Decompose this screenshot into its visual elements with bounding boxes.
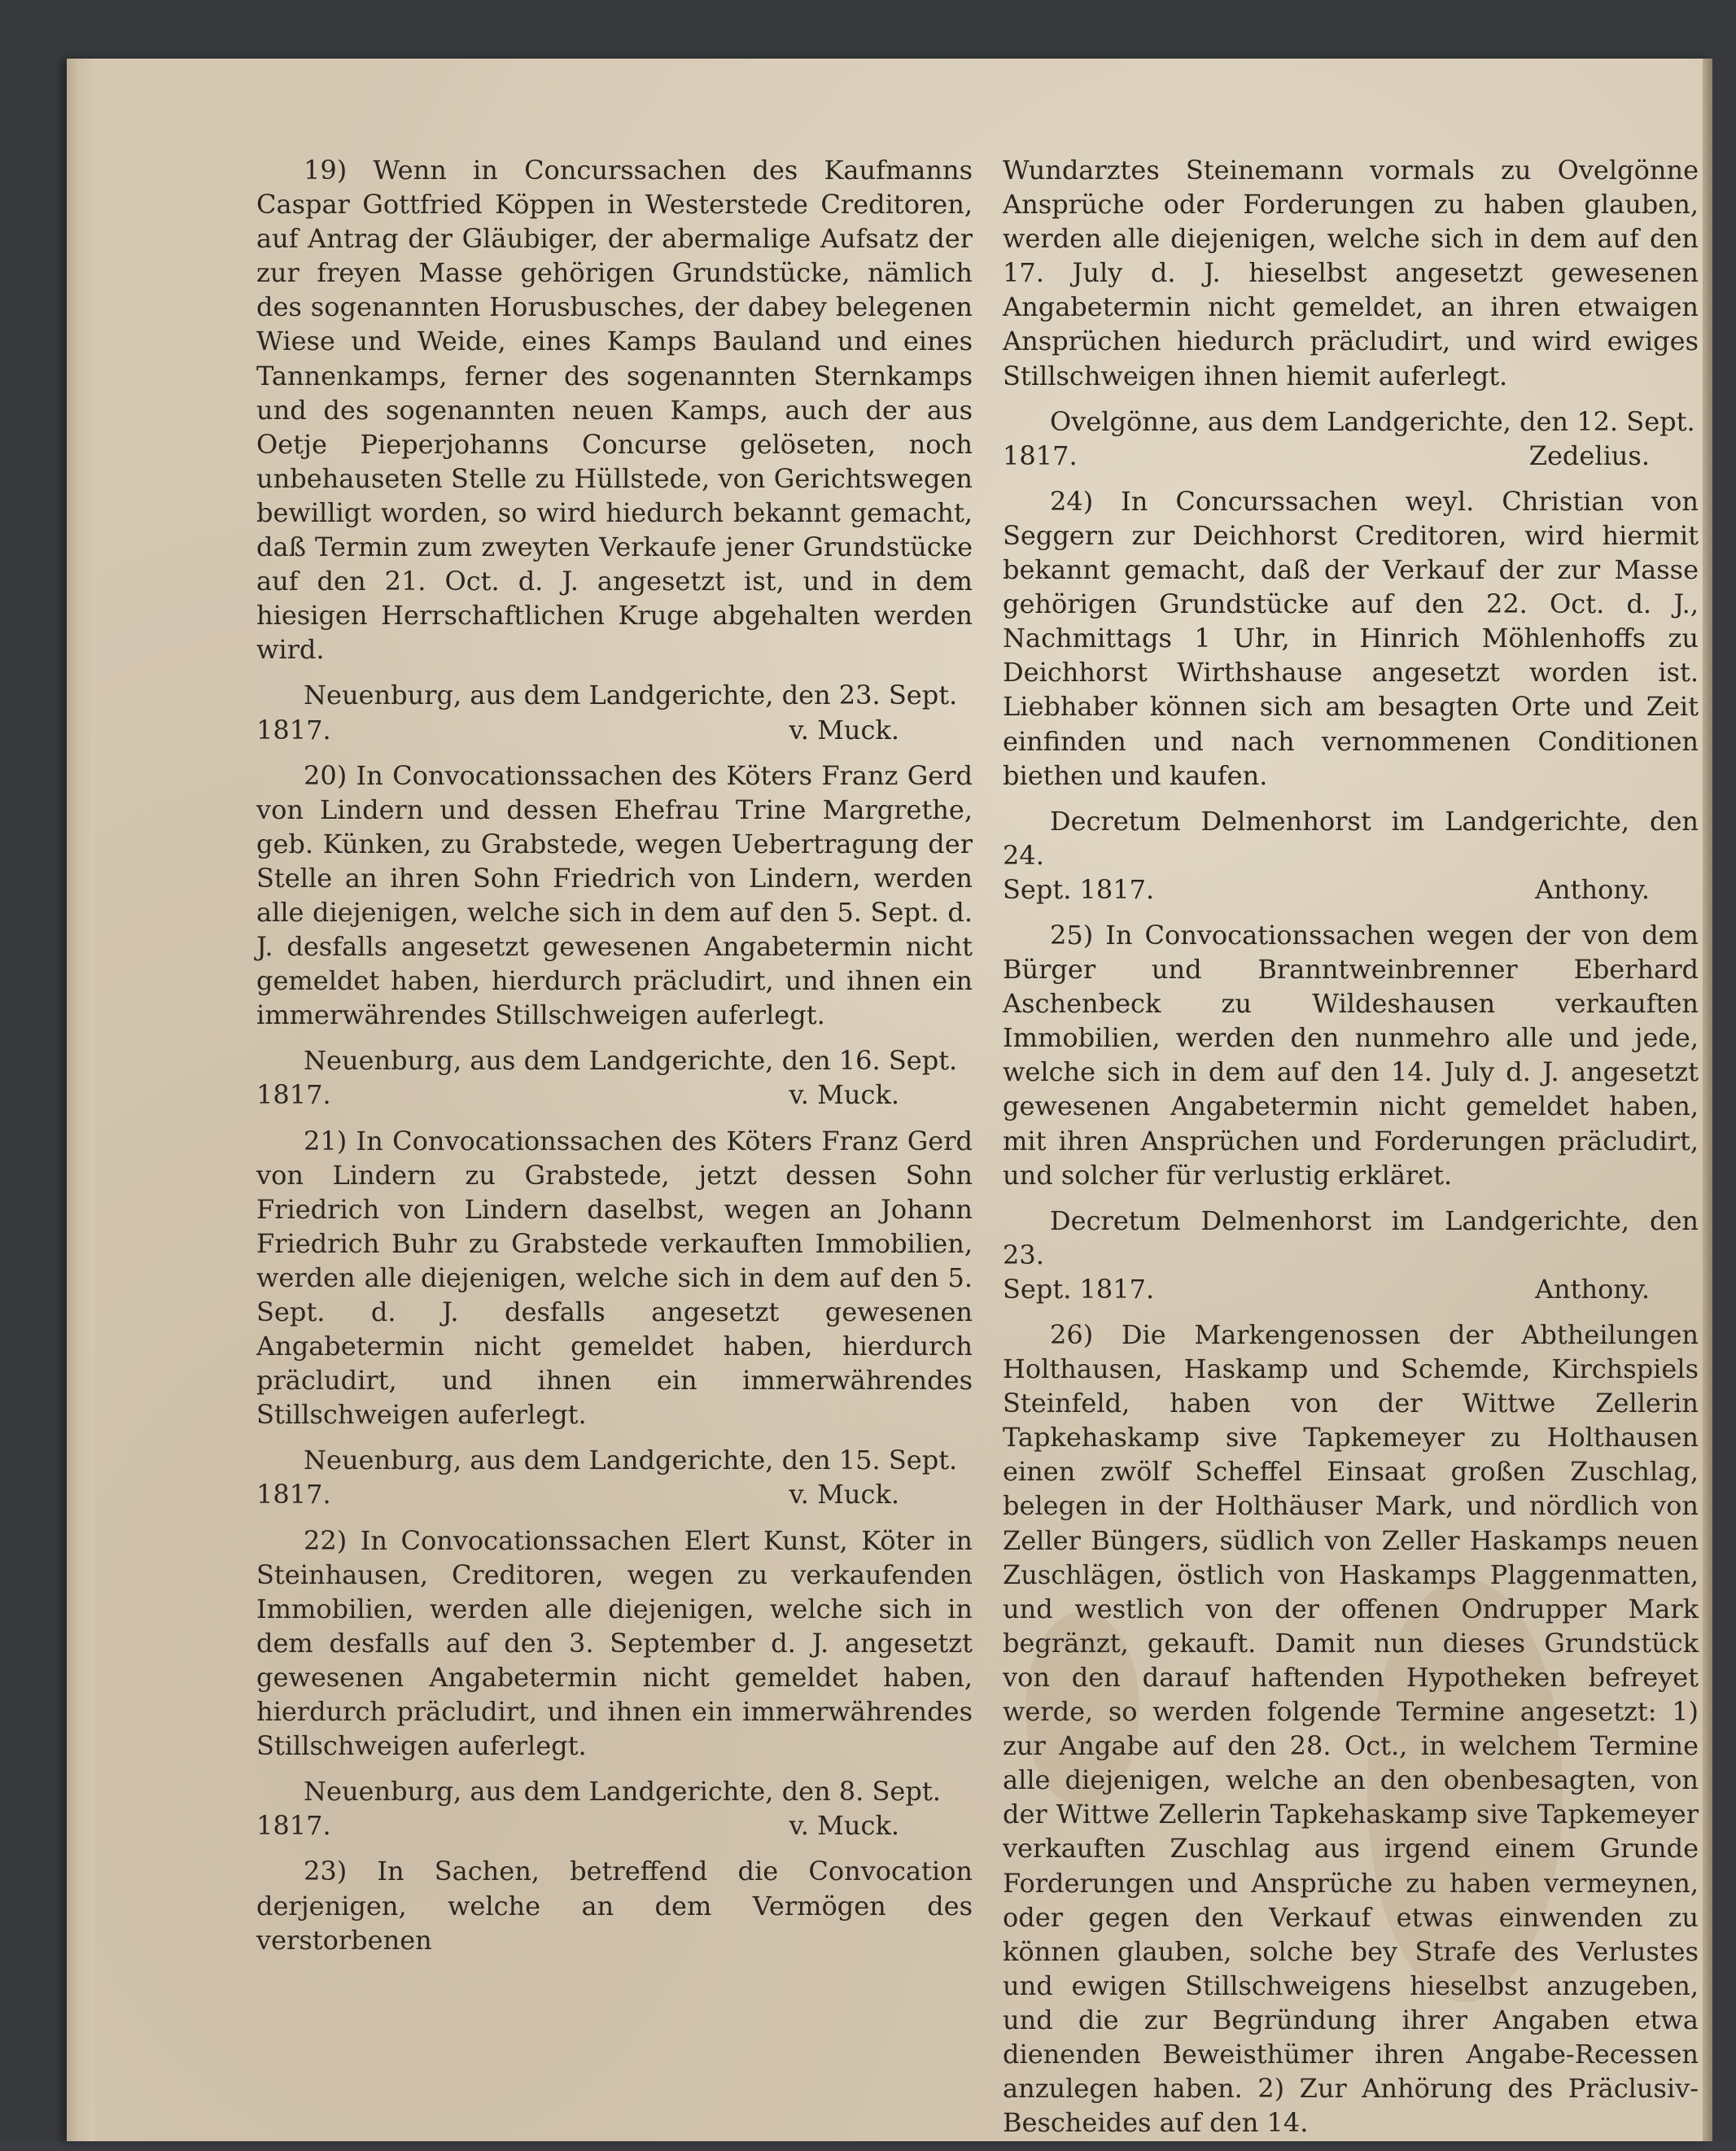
notice-22-signer: v. Muck. [789,1810,899,1842]
notice-21-year: 1817. [256,1479,331,1511]
notice-21-signature [256,1443,973,1511]
notice-25-text: 25) In Convocationssachen wegen der von dem Bürger und Branntweinbrenner Eberhard Aschenbeck zu Wildeshausen verkauften Immobilien, werden den nunmehro alle und jede, welche sich in dem auf den 14. July d. J. angesetzt gewesenen Angabetermin nicht gemeldet haben, mit ihren Ansprüchen und Forderungen präcludirt, und solcher für verlustig erkläret. [1003,919,1699,1191]
notice-19-text: 19) Wenn in Concurssachen des Kaufmanns Caspar Gottfried Köppen in Westerstede Creditoren, auf Antrag der Gläubiger, der abermalige Aufsatz der zur freyen Masse gehörigen Grundstücke, nämlich des sogenannten Horusbusches, der dabey belegenen Wiese und Weide, eines Kamps Bauland und eines Tannenkamps, ferner des sogenannten Sternkamps und des sogenannten neuen Kamps, auch der aus Oetje Pieperjohanns Concurse gelöseten, noch unbehauseten Stelle zu Hüllstede, von Gerichtswegen bewilligt worden, so wird hiedurch bekannt gemacht, daß Termin zum zweyten Verkaufe jener Grundstücke auf den 21. Oct. d. J. angesetzt ist, und in dem hiesigen Herrschaftlichen Kruge abgehalten werden wird. [256,155,973,666]
notice-22-place: Neuenburg, aus dem Landgerichte, den 8. Sept. [304,1776,941,1808]
notice-21-signer: v. Muck. [789,1479,899,1511]
notice-20-year: 1817. [256,1079,331,1111]
notice-19-year: 1817. [256,714,331,745]
notice-25-signer: Anthony. [1534,1273,1650,1305]
notice-20-signer: v. Muck. [789,1079,899,1111]
notice-24-year: Sept. 1817. [1003,873,1155,905]
notice-19-place: Neuenburg, aus dem Landgerichte, den 23. Sept. [304,680,958,711]
notice-21-text: 21) In Convocationssachen des Köters Franz Gerd von Lindern zu Grabstede, jetzt dessen Sohn Friedrich von Lindern daselbst, wegen an Johann Friedrich Buhr zu Grabstede verkauften Immobilien, werden alle diejenigen, welche sich in dem auf den 5. Sept. d. J. desfalls angesetzt gewesenen Angabetermin nicht gemeldet haben, hierdurch präcludirt, und ihnen ein immerwährendes Stillschweigen auferlegt. [256,1125,973,1431]
left-column [256,153,973,1969]
page-fold-edge [67,59,94,2141]
notice-24-signature [1003,804,1699,907]
notice-22-year: 1817. [256,1810,331,1842]
page-right-edge [1703,59,1712,2141]
notice-22-text: 22) In Convocationssachen Elert Kunst, Köter in Steinhausen, Creditoren, wegen zu verkaufenden Immobilien, werden alle diejenigen, welche sich in dem desfalls auf den 3. September d. J. angesetzt gewesenen Angabetermin nicht gemeldet haben, hierdurch präcludirt, und ihnen ein immerwährendes Stillschweigen auferlegt. [256,1524,973,1762]
notice-23-text-start: 23) In Sachen, betreffend die Convocation derjenigen, welche an dem Vermögen des verstorbenen [256,1856,973,1956]
notice-23-signature [1003,404,1699,473]
right-column [1003,153,1699,2151]
notice-25-signature [1003,1204,1699,1306]
notice-19-signature [256,678,973,746]
notice-24-place: Decretum Delmenhorst im Landgerichte, den 24. [1003,805,1699,871]
notice-19-signer: v. Muck. [789,714,899,745]
notice-26-text: 26) Die Markengenossen der Abtheilungen Holthausen, Haskamp und Schemde, Kirchspiels Steinfeld, haben von der Wittwe Zellerin Tapkehaskamp sive Tapkemeyer zu Holthausen einen zwölf Scheffel Einsaat großen Zuschlag, belegen in der Holthäuser Mark, und nördlich von Zeller Büngers, südlich von Zeller Haskamps neuen Zuschlägen, östlich von Haskamps Plaggenmatten, und westlich von der offenen Ondrupper Mark begränzt, gekauft. Damit nun dieses Grundstück von den darauf haftenden Hypotheken befreyet werde, so werden folgende Termine angesetzt: 1) zur Angabe auf den 28. Oct., in welchem Termine alle diejenigen, welche an den obenbesagten, von der Wittwe Zellerin Tapkehaskamp sive Tapkemeyer verkauften Zuschlag aus irgend einem Grunde Forderungen und Ansprüche zu haben vermeynen, oder gegen den Verkauf etwas einwenden zu können glauben, solche bey Strafe des Verlustes und ewigen Stillschweigens hieselbst anzugeben, und die zur Begründung ihrer Angaben etwa dienenden Beweisthümer ihren Angabe-Recessen anzulegen haben. 2) Zur Anhörung des Präclusiv-Bescheides auf den 14. [1003,1319,1699,2139]
notice-25-year: Sept. 1817. [1003,1273,1155,1305]
notice-21-place: Neuenburg, aus dem Landgerichte, den 15. Sept. [304,1445,958,1476]
notice-24-signer: Anthony. [1534,873,1650,905]
notice-20-signature [256,1043,973,1112]
notice-23-signer: Zedelius. [1528,439,1650,471]
notice-23-year: 1817. [1003,439,1078,471]
notice-23-text-continued: Wundarztes Steinemann vormals zu Ovelgönne Ansprüche oder Forderungen zu haben glauben, werden alle diejenigen, welche sich in dem auf den 17. July d. J. hieselbst angesetzt gewesenen Angabetermin nicht gemeldet, an ihren etwaigen Ansprüchen hiedurch präcludirt, und wird ewiges Stillschweigen ihnen hiemit auferlegt. [1003,155,1699,391]
notice-20-place: Neuenburg, aus dem Landgerichte, den 16. Sept. [304,1045,958,1077]
notice-20-text: 20) In Convocationssachen des Köters Franz Gerd von Lindern und dessen Ehefrau Trine Margrethe, geb. Künken, zu Grabstede, wegen Uebertragung der Stelle an ihren Sohn Friedrich von Lindern, werden alle diejenigen, welche sich in dem auf den 5. Sept. d. J. desfalls angesetzt gewesenen Angabetermin nicht gemeldet haben, hierdurch präcludirt, und ihnen ein immerwährendes Stillschweigen auferlegt. [256,759,973,1031]
notice-22-signature [256,1774,973,1843]
notice-24-text: 24) In Concurssachen weyl. Christian von Seggern zur Deichhorst Creditoren, wird hiermit bekannt gemacht, daß der Verkauf der zur Masse gehörigen Grundstücke auf den 22. Oct. d. J., Nachmittags 1 Uhr, in Hinrich Möhlenhoffs zu Deichhorst Wirthshause angesetzt worden ist. Liebhaber können sich am besagten Orte und Zeit einfinden und nach vernommenen Conditionen biethen und kaufen. [1003,485,1699,791]
notice-25-place: Decretum Delmenhorst im Landgerichte, den 23. [1003,1204,1699,1270]
notice-23-place: Ovelgönne, aus dem Landgerichte, den 12. Sept. [1050,405,1695,437]
